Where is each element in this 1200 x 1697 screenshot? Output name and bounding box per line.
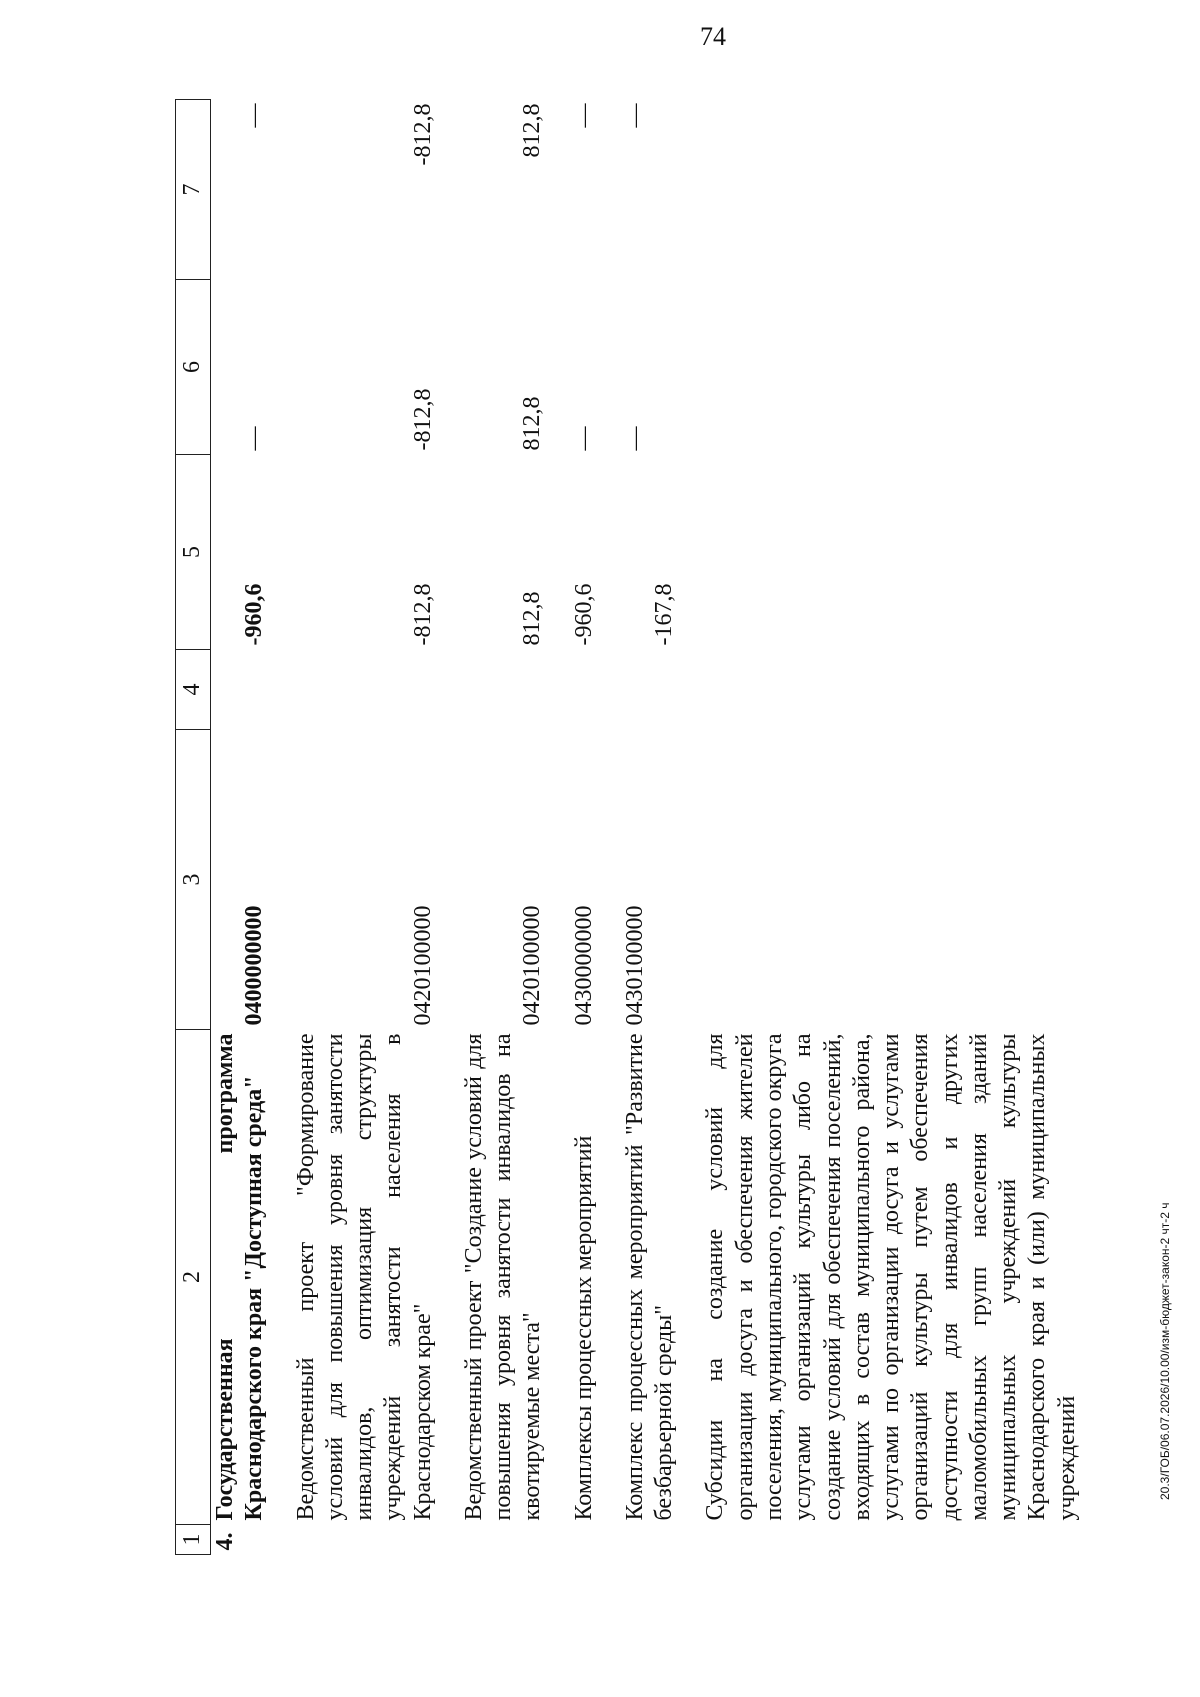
row-code: 0420100000 bbox=[519, 905, 546, 1026]
row-amount-5: -960,6 bbox=[570, 583, 597, 646]
row-code: 0400000000 bbox=[241, 905, 268, 1026]
table-row bbox=[292, 100, 438, 1555]
row-number bbox=[570, 1525, 599, 1555]
row-col4 bbox=[460, 650, 548, 730]
rotated-table-page bbox=[175, 100, 1080, 1555]
row-amount-5: -812,8 bbox=[409, 583, 436, 646]
row-col4 bbox=[211, 650, 270, 730]
table-row bbox=[570, 100, 599, 1555]
row-description: Ведомственный проект "Формирование условий для повышения уровня занятости инвалидов, оптимизация структуры учреждений занятости населения в Краснодарском крае" bbox=[292, 1033, 436, 1521]
row-amount-7: 812,8 bbox=[519, 103, 546, 158]
row-amount-5: -167,8 bbox=[651, 583, 678, 646]
row-code bbox=[701, 730, 1081, 1030]
row-amount-7: — bbox=[621, 103, 648, 128]
row-code: 0430000000 bbox=[570, 905, 597, 1026]
row-col4 bbox=[621, 650, 680, 730]
row-col4 bbox=[701, 650, 1081, 730]
header-col-4: 4 bbox=[176, 650, 211, 730]
header-col-7: 7 bbox=[176, 100, 211, 280]
budget-table bbox=[175, 99, 1082, 1555]
row-code: 0430100000 bbox=[621, 905, 648, 1026]
header-row bbox=[176, 100, 211, 1555]
row-amount-6: 812,8 bbox=[519, 396, 546, 451]
header-col-1: 1 bbox=[176, 1525, 211, 1555]
row-code: 0420100000 bbox=[409, 905, 436, 1026]
row-amount-6: — bbox=[621, 426, 648, 451]
row-amount-6: — bbox=[570, 426, 597, 451]
table-row bbox=[701, 100, 1081, 1555]
document-footer-code: 20.3/ГОБ/06.07.2026/10.00/изм-бюджет-закон-2 чт-2 ч bbox=[1158, 1202, 1172, 1500]
row-amount-7 bbox=[701, 100, 1081, 280]
row-amount-7: -812,8 bbox=[409, 103, 436, 166]
table-row bbox=[211, 100, 270, 1555]
table-row bbox=[460, 100, 548, 1555]
header-col-6: 6 bbox=[176, 280, 211, 455]
row-number bbox=[701, 1525, 1081, 1555]
row-col4 bbox=[292, 650, 438, 730]
row-amount-7: — bbox=[241, 103, 268, 128]
row-amount-5: 812,8 bbox=[519, 591, 546, 646]
row-amount-7: — bbox=[570, 103, 597, 128]
row-number bbox=[621, 1525, 680, 1555]
header-col-3: 3 bbox=[176, 730, 211, 1030]
header-col-5: 5 bbox=[176, 455, 211, 650]
header-col-2: 2 bbox=[176, 1030, 211, 1525]
row-description: Ведомственный проект "Создание условий для повышения уровня занятости инвалидов на квотируемые места" bbox=[460, 1033, 546, 1521]
page-number: 74 bbox=[700, 22, 726, 51]
row-number bbox=[460, 1525, 548, 1555]
row-col4 bbox=[570, 650, 599, 730]
row-amount-5 bbox=[701, 455, 1081, 650]
row-description: Государственная программа Краснодарского края "Доступная среда" bbox=[212, 1033, 268, 1521]
table-row bbox=[621, 100, 680, 1555]
row-number: 4. bbox=[212, 1532, 238, 1551]
row-amount-6: -812,8 bbox=[409, 388, 436, 451]
row-description: Комплекс процессных мероприятий "Развитие безбарьерной среды" bbox=[621, 1033, 678, 1521]
row-amount-6 bbox=[701, 280, 1081, 455]
row-amount-5: -960,6 bbox=[241, 583, 268, 646]
row-amount-6: — bbox=[241, 426, 268, 451]
row-description: Субсидии на создание условий для организации досуга и обеспечения жителей поселения, муниципального, городского округа услугами организаций культуры либо на создание условий для обеспечения поселений, входящих в состав муниципального района, услугами по организации досуга и услугами организаций культуры путем обеспечения доступности для инвалидов и других маломобильных групп населения зданий муниципальных учреждений культуры Краснодарского края и (или) муниципальных учреждений bbox=[702, 1033, 1080, 1521]
row-description: Комплексы процессных мероприятий bbox=[570, 1135, 597, 1521]
row-number bbox=[292, 1525, 438, 1555]
